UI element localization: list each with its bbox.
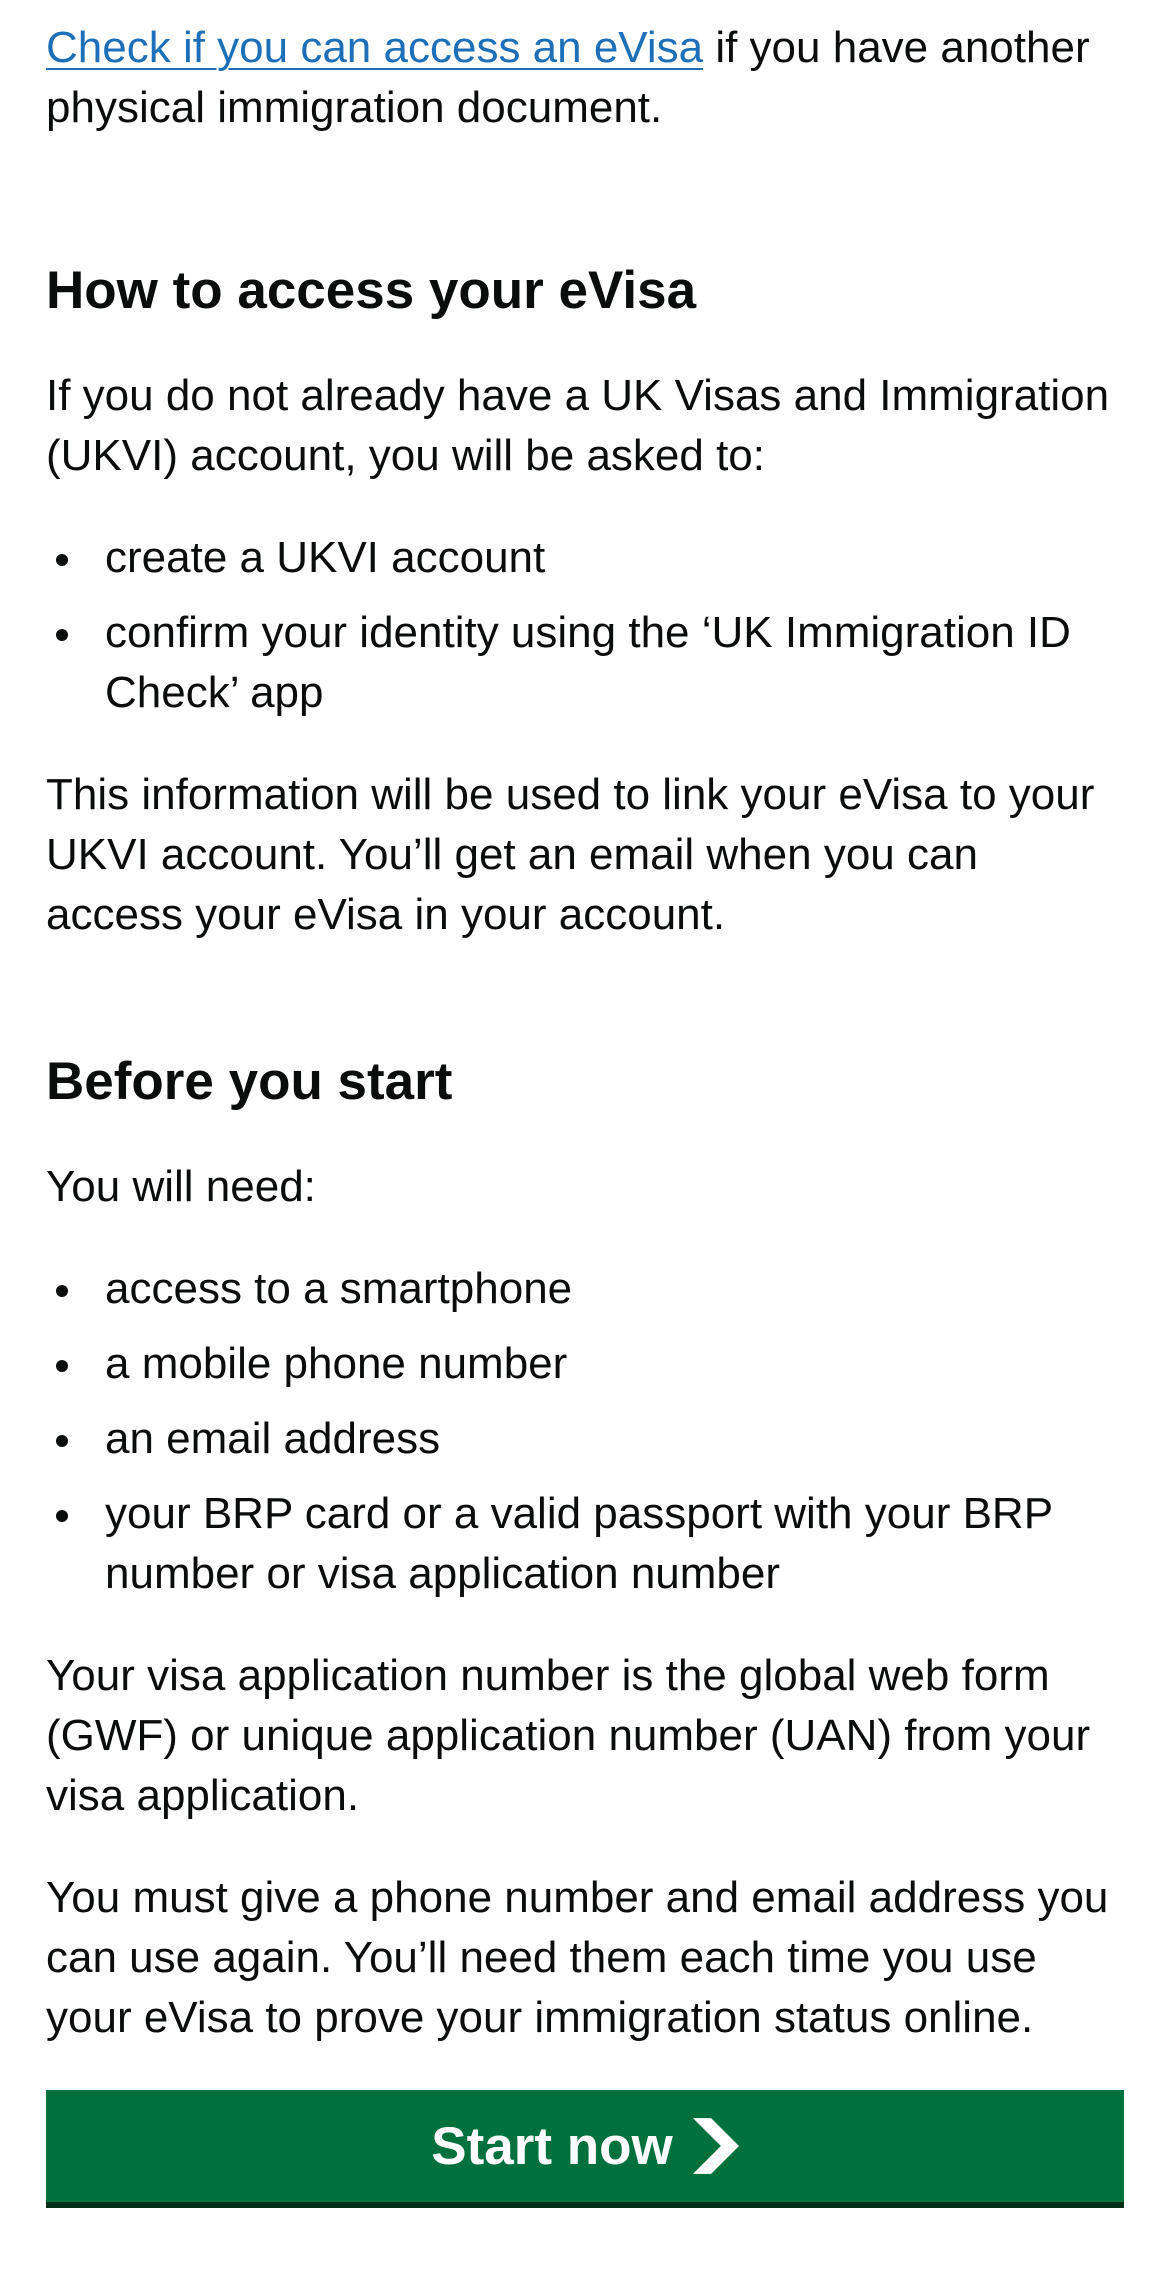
- contact-details-paragraph: You must give a phone number and email address you can use again. You’ll need them each time you use your eVisa to prove your immigration status online.: [46, 1873, 1109, 2042]
- chevron-right-icon: [693, 2118, 739, 2174]
- check-evisa-access-link[interactable]: Check if you can access an eVisa: [46, 23, 704, 72]
- start-now-button[interactable]: [46, 2090, 1124, 2202]
- access-steps-list: [46, 528, 1124, 723]
- intro-text: if you have another physical immigration document.: [46, 23, 1090, 132]
- list-item: a mobile phone number: [46, 1334, 1124, 1394]
- requirements-list: [46, 1259, 1124, 1604]
- before-lead-paragraph: You will need:: [46, 1162, 316, 1211]
- intro-paragraph: [46, 18, 1124, 138]
- before-you-start-heading: Before you start: [46, 1052, 453, 1111]
- access-evisa-heading: How to access your eVisa: [46, 261, 697, 320]
- list-item: your BRP card or a valid passport with your BRP number or visa application number: [46, 1484, 1124, 1604]
- list-item: create a UKVI account: [46, 528, 1124, 588]
- list-item: confirm your identity using the ‘UK Immigration ID Check’ app: [46, 603, 1124, 723]
- access-after-paragraph: This information will be used to link your eVisa to your UKVI account. You’ll get an email when you can access your eVisa in your account.: [46, 770, 1095, 939]
- access-lead-paragraph: If you do not already have a UK Visas and Immigration (UKVI) account, you will be asked to:: [46, 371, 1110, 480]
- visa-number-paragraph: Your visa application number is the global web form (GWF) or unique application number (UAN) from your visa application.: [46, 1651, 1091, 1820]
- list-item: access to a smartphone: [46, 1259, 1124, 1319]
- list-item: an email address: [46, 1409, 1124, 1469]
- start-now-label: Start now: [431, 2116, 673, 2176]
